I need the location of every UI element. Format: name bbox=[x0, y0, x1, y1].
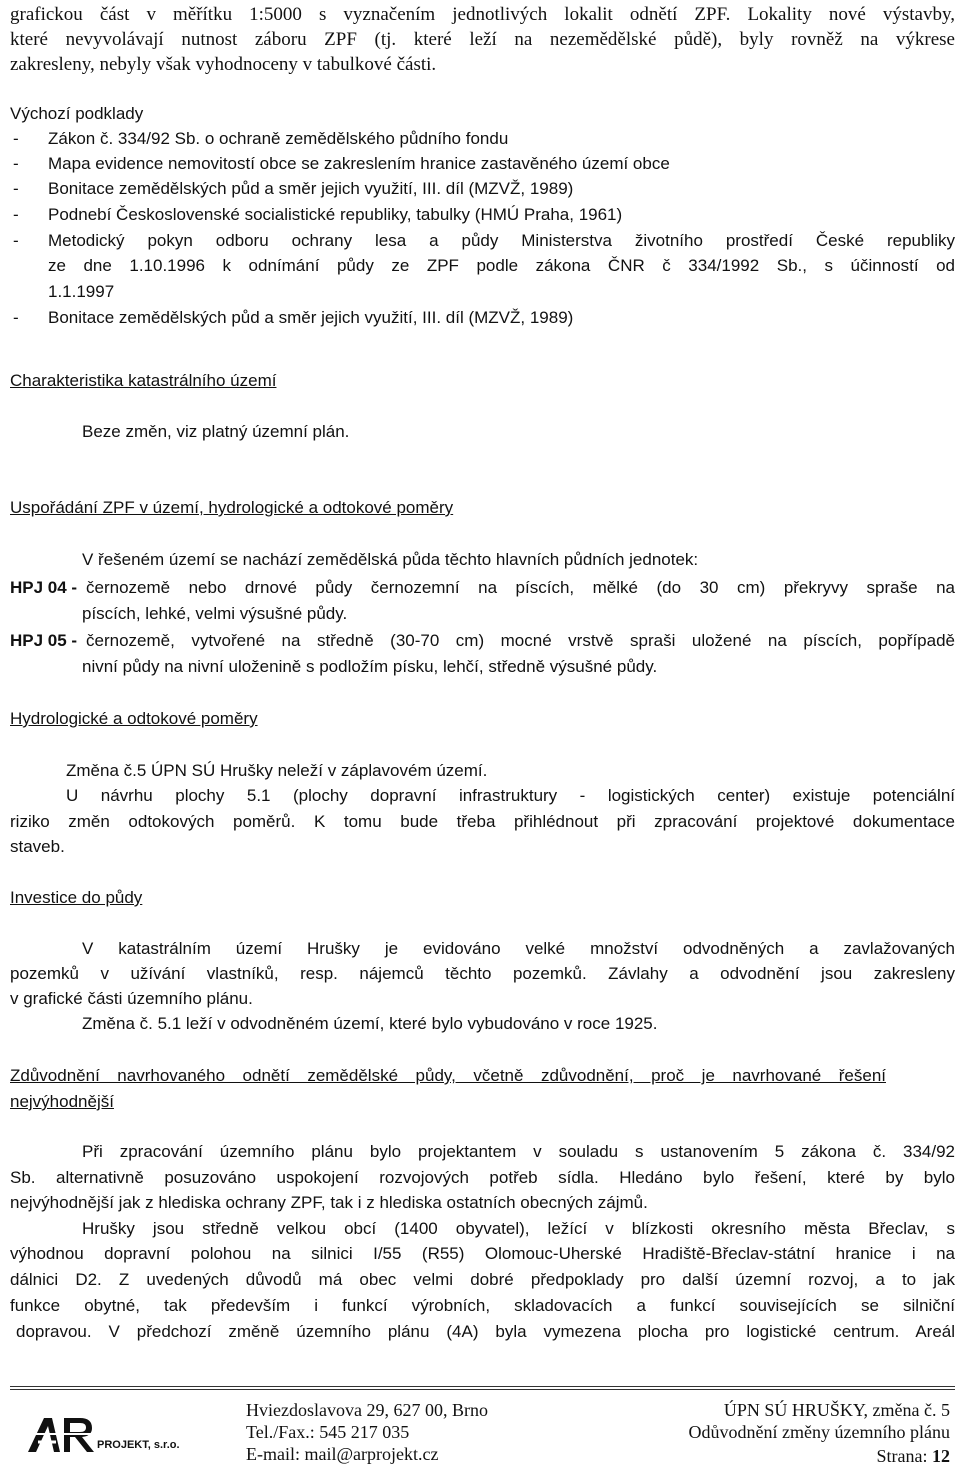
source-item: Metodický pokyn odboru ochrany lesa a půdy Ministerstva životního prostředí České republiky bbox=[48, 231, 955, 250]
footer-rule bbox=[10, 1389, 955, 1390]
justify-line: Sb. alternativně posuzováno uspokojení rozvojových potřeb sídla. Hledáno bylo řešení, které by bylo bbox=[10, 1168, 955, 1187]
page-number-block bbox=[877, 1444, 951, 1468]
source-item: 1.1.1997 bbox=[48, 282, 115, 301]
footer-doc-subtitle: Odůvodnění změny územního plánu bbox=[688, 1422, 950, 1442]
sources-heading: Výchozí podklady bbox=[10, 104, 144, 123]
footer-email[interactable]: E-mail: mail@arprojekt.cz bbox=[246, 1444, 439, 1464]
invest-line: V katastrálním území Hrušky je evidováno velké množství odvodněných a zavlažovaných bbox=[82, 939, 955, 958]
hpj04-text: píscích, lehké, velmi výsušné půdy. bbox=[82, 604, 348, 623]
intro-line: které nevyvolávají nutnost záboru ZPF (tj. které leží na nezemědělské půdě), byly rovněž na výkrese bbox=[10, 29, 955, 50]
hydro-line: Změna č.5 ÚPN SÚ Hrušky neleží v záplavovém území. bbox=[66, 761, 488, 780]
justify-line: Hrušky jsou středně velkou obcí (1400 obyvatel), ležící v blízkosti okresního města Břeclav, s bbox=[82, 1219, 955, 1238]
hydro-line: riziko změn odtokových poměrů. K tomu bude třeba přihlédnout při zpracování projektové dokumentace bbox=[10, 812, 955, 831]
zpf-heading: Uspořádání ZPF v území, hydrologické a odtokové poměry bbox=[10, 498, 454, 517]
justify-line: dopravou. V předchozí změně územního plánu (4A) byla vymezena plocha pro logistické centrum. Areál bbox=[16, 1322, 955, 1341]
list-dash: - bbox=[13, 231, 19, 250]
cadastre-text: Beze změn, viz platný územní plán. bbox=[82, 422, 350, 441]
company-logo-icon bbox=[26, 1412, 98, 1456]
justify-line: výhodnou dopravní polohou na silnici I/55 (R55) Olomouc-Uherské Hradiště-Břeclav-státní hranice i na bbox=[10, 1244, 955, 1263]
hpj04-code: HPJ 04 - bbox=[10, 578, 78, 597]
footer-phone: Tel./Fax.: 545 217 035 bbox=[246, 1422, 410, 1442]
justify-heading: nejvýhodnější bbox=[10, 1092, 114, 1111]
justify-line: dálnici D2. Z uvedených důvodů má obec velmi dobré předpoklady pro další územní rozvoj, a to jak bbox=[10, 1270, 955, 1289]
list-dash: - bbox=[13, 154, 19, 173]
zpf-lead: V řešeném území se nachází zemědělská půda těchto hlavních půdních jednotek: bbox=[82, 550, 699, 569]
source-item: Bonitace zemědělských půd a směr jejich využití, III. díl (MZVŽ, 1989) bbox=[48, 179, 574, 198]
invest-line: Změna č. 5.1 leží v odvodněném území, které bylo vybudováno v roce 1925. bbox=[82, 1014, 658, 1033]
logo-text: PROJEKT, s.r.o. bbox=[97, 1439, 180, 1451]
justify-line: nejvýhodnější jak z hlediska ochrany ZPF, tak i z hlediska ostatních obecných zájmů. bbox=[10, 1193, 648, 1212]
justify-line: Při zpracování územního plánu bylo projektantem v souladu s ustanovením 5 zákona č. 334/92 bbox=[82, 1142, 955, 1161]
hydro-line: staveb. bbox=[10, 837, 65, 856]
list-dash: - bbox=[13, 308, 19, 327]
justify-heading: Zdůvodnění navrhovaného odnětí zemědělské půdy, včetně zdůvodnění, proč je navrhované řešení bbox=[10, 1066, 886, 1085]
page-number: 12 bbox=[932, 1446, 950, 1466]
hpj05-text: černozemě, vytvořené na středně (30-70 cm) mocné vrstvě spraši uložené na píscích, popřípadě bbox=[86, 631, 955, 650]
intro-line: zakresleny, nebyly však vyhodnoceny v tabulkové části. bbox=[10, 54, 437, 75]
hydro-heading: Hydrologické a odtokové poměry bbox=[10, 709, 258, 728]
source-item: Mapa evidence nemovitostí obce se zakreslením hranice zastavěného území obce bbox=[48, 154, 670, 173]
hydro-line: U návrhu plochy 5.1 (plochy dopravní infrastruktury - logistických center) existuje potenciální bbox=[66, 786, 955, 805]
justify-line: funkce obytné, tak především i funkcí výrobních, skladovacích a funkcí souvisejících se silniční bbox=[10, 1296, 955, 1315]
source-item: Podnebí Československé socialistické republiky, tabulky (HMÚ Praha, 1961) bbox=[48, 205, 623, 224]
footer-doc-title: ÚPN SÚ HRUŠKY, změna č. 5 bbox=[723, 1400, 950, 1420]
cadastre-heading: Charakteristika katastrálního území bbox=[10, 371, 277, 390]
list-dash: - bbox=[13, 205, 19, 224]
intro-line: grafickou část v měřítku 1:5000 s vyznačením jednotlivých lokalit odnětí ZPF. Lokality nové výstavby, bbox=[10, 4, 955, 25]
page-label: Strana: bbox=[876, 1446, 928, 1466]
invest-line: pozemků v užívání vlastníků, resp. nájemců těchto pozemků. Závlahy a odvodnění jsou zakresleny bbox=[10, 964, 955, 983]
hpj05-text: nivní půdy na nivní uloženině s podložím písku, lehčí, středně výsušné půdy. bbox=[82, 657, 658, 676]
list-dash: - bbox=[13, 179, 19, 198]
list-dash: - bbox=[13, 129, 19, 148]
footer-rule bbox=[10, 1386, 955, 1387]
hpj05-code: HPJ 05 - bbox=[10, 631, 78, 650]
source-item: Zákon č. 334/92 Sb. o ochraně zemědělského půdního fondu bbox=[48, 129, 509, 148]
footer-address: Hviezdoslavova 29, 627 00, Brno bbox=[246, 1400, 488, 1420]
source-item: Bonitace zemědělských půd a směr jejich využití, III. díl (MZVŽ, 1989) bbox=[48, 308, 574, 327]
source-item: ze dne 1.10.1996 k odnímání půdy ze ZPF podle zákona ČNR č 334/1992 Sb., s účinností od bbox=[48, 256, 955, 275]
invest-heading: Investice do půdy bbox=[10, 888, 143, 907]
invest-line: v grafické části územního plánu. bbox=[10, 989, 253, 1008]
hpj04-text: černozemě nebo drnové půdy černozemní na píscích, mělké (do 30 cm) překryvy spraše na bbox=[86, 578, 955, 597]
